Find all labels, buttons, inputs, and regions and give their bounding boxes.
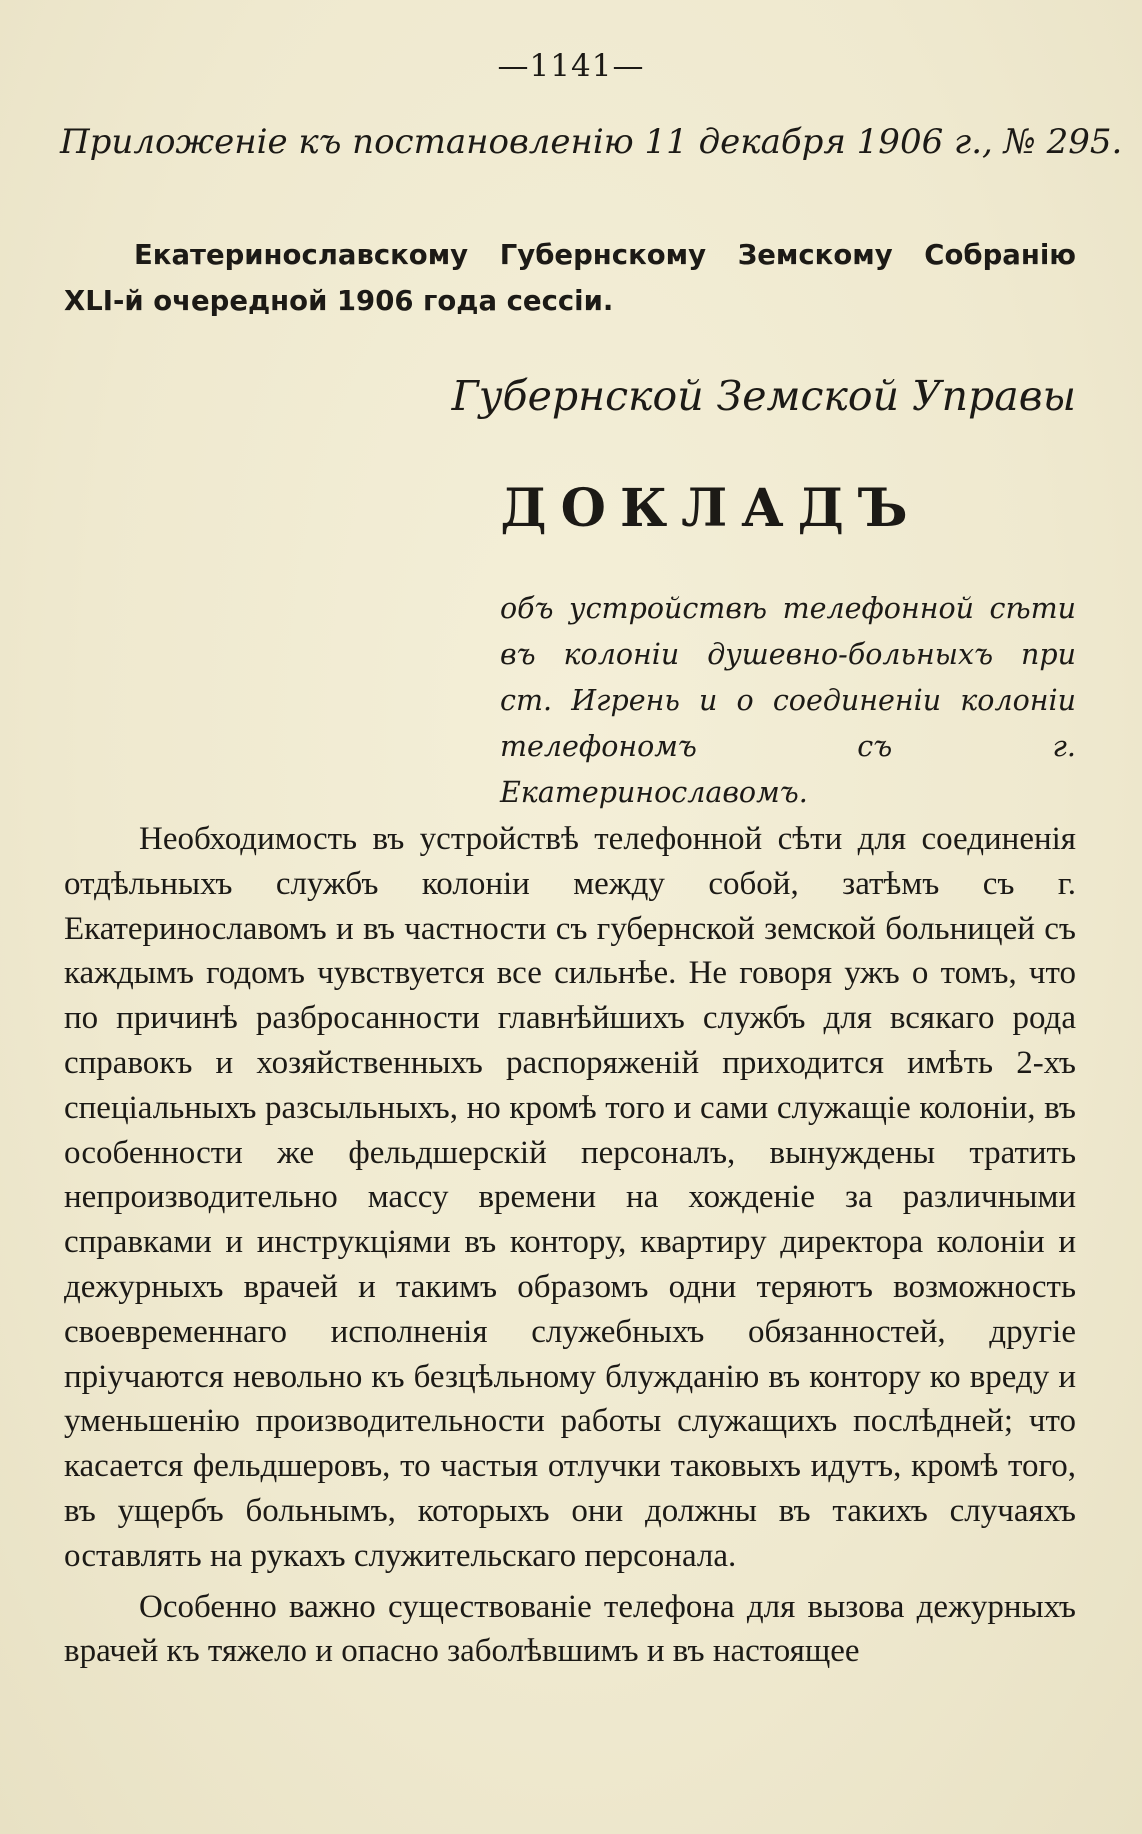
- body-text: [64, 817, 1076, 1674]
- paragraph: Особенно важно существованiе телефона для вызова дежурныхъ врачей къ тяжело и опасно заболѣвшимъ и въ настоящее: [64, 1588, 1076, 1670]
- report-subject: объ устройствѣ телефонной сѣти въ колонiи душевно-больныхъ при ст. Игрень и о соединенiи колонiи телефономъ съ г. Екатеринославомъ.: [500, 592, 1076, 809]
- appendix-heading: Приложенiе къ постановленiю 11 декабря 1906 г., № 295.: [60, 122, 1123, 162]
- report-title: ДОКЛАДЪ: [500, 478, 922, 539]
- board-name: Губернской Земской Управы: [451, 372, 1076, 420]
- page-number: —1141—: [497, 48, 645, 84]
- paragraph: Необходимость въ устройствѣ телефонной сѣти для соединенiя отдѣльныхъ службъ колонiи между собой, затѣмъ съ г. Екатеринославомъ и въ частности съ губернской земской больницей съ каждымъ годомъ чувствуется все сильнѣе. Не говоря ужъ о томъ, что по причинѣ разбросанности главнѣйшихъ службъ для всякаго рода справокъ и хозяйственныхъ распоряженiй приходится имѣть 2-хъ спецiальныхъ разсыльныхъ, но кромѣ того и сами служащiе колонiи, въ особенности же фельдшерскiй персоналъ, вынуждены тратить непроизводительно массу времени на хожденiе за различными справками и инструкцiями въ контору, квартиру директора колонiи и дежурныхъ врачей и такимъ образомъ одни теряютъ возможность своевременнаго исполненiя служебныхъ обязанностей, другiе прiучаются невольно къ безцѣльному блужданiю въ контору ко вреду и уменьшенiю производительности работы служащихъ послѣдней; что касается фельдшеровъ, то частыя отлучки таковыхъ идутъ, кромѣ того, въ ущербъ больнымъ, которыхъ они должны въ такихъ случаяхъ оставлять на рукахъ служительскаго персонала.: [64, 821, 1076, 1574]
- addressee-heading: Екатеринославскому Губернскому Земскому Собранiю XLI-й очередной 1906 года сессiи.: [64, 239, 1076, 317]
